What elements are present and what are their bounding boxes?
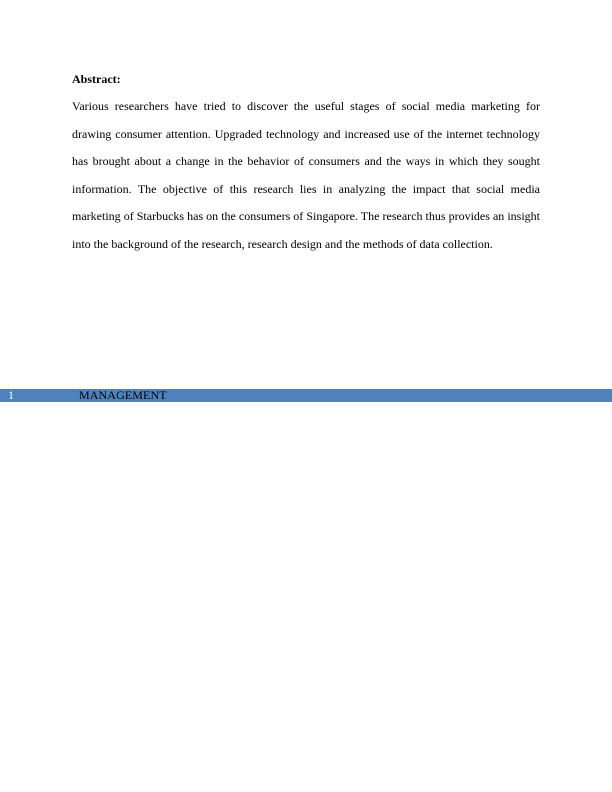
footer-band xyxy=(0,389,612,402)
page-number: 1 xyxy=(8,388,14,402)
abstract-paragraph: Various researchers have tried to discover the useful stages of social media marketing for drawing consumer attention. Upgraded technology and increased use of the internet technology has brought about a change in the behavior of consumers and the ways in which they sought information. The objective of this research lies in analyzing the impact that social media marketing of Starbucks has on the consumers of Singapore. The research thus provides an insight into the background of the research, research design and the methods of data collection. xyxy=(72,99,540,251)
abstract-heading: Abstract: xyxy=(72,72,121,86)
running-head: MANAGEMENT xyxy=(79,388,167,402)
